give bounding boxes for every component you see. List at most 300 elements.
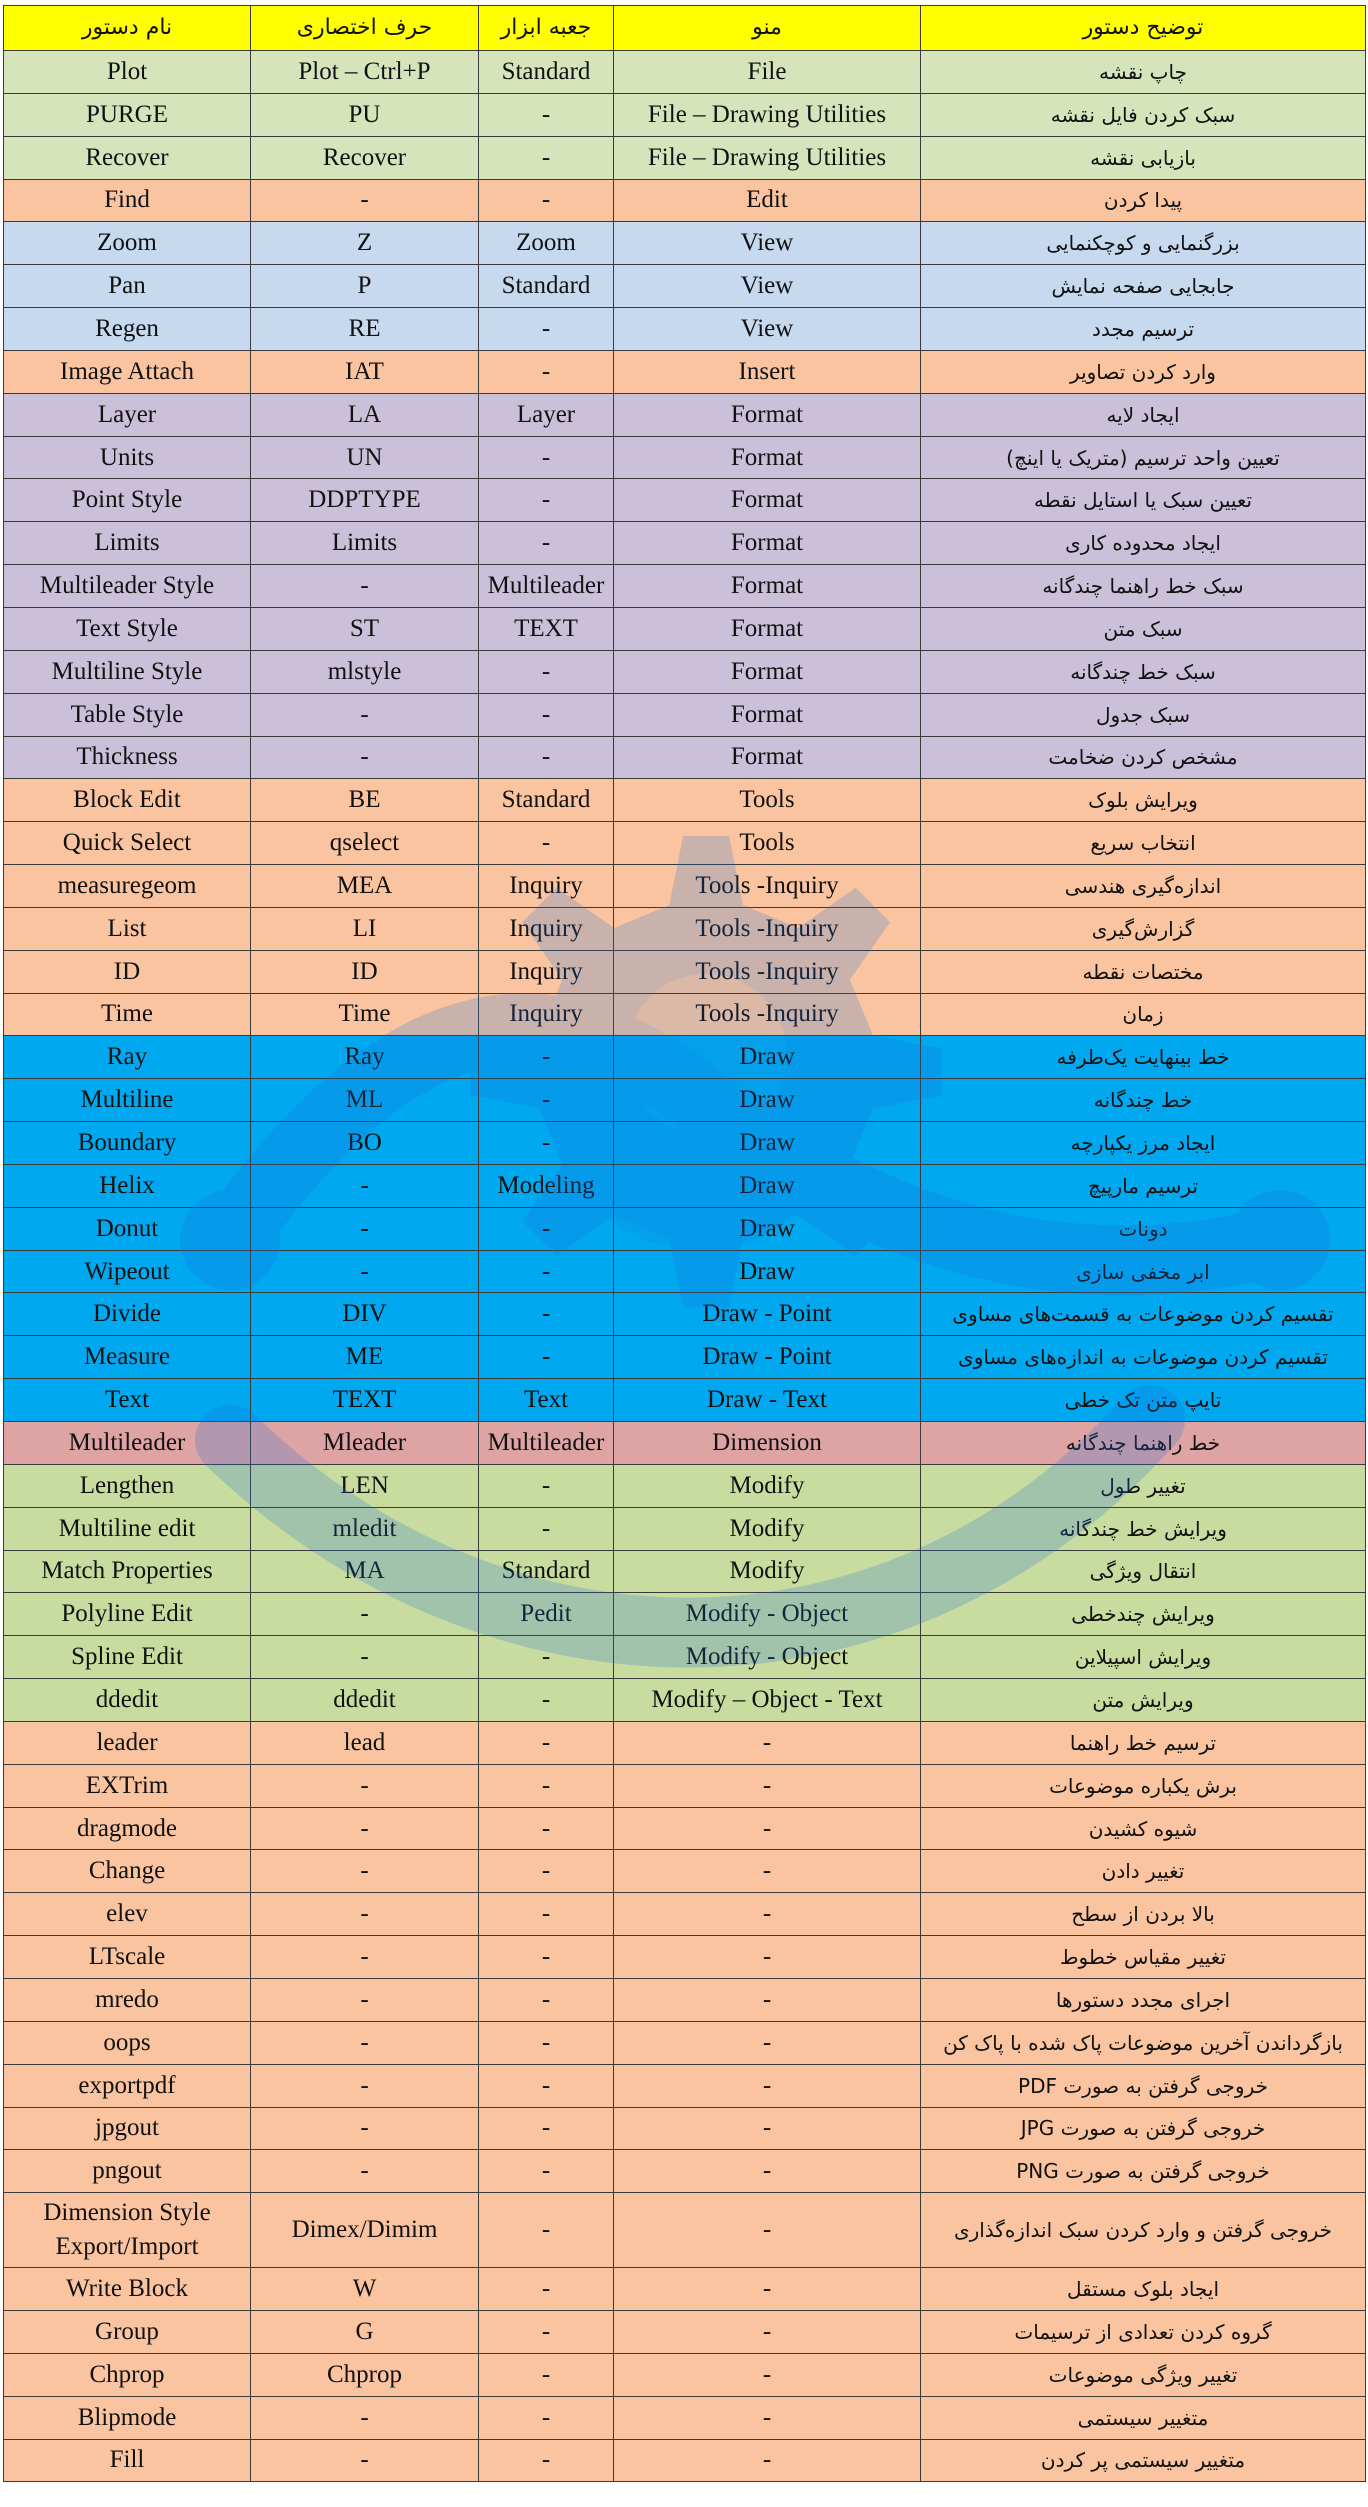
cell-description: ایجاد لایه xyxy=(921,393,1366,436)
cell-toolbar: - xyxy=(479,2193,614,2268)
cell-toolbar: - xyxy=(479,522,614,565)
cell-name: exportpdf xyxy=(4,2064,251,2107)
cell-menu: - xyxy=(614,2268,921,2311)
cell-name: Multileader xyxy=(4,1422,251,1465)
cell-shortcut: G xyxy=(251,2311,479,2354)
table-body xyxy=(4,51,1366,2482)
cell-description: زمان xyxy=(921,993,1366,1036)
cell-menu: - xyxy=(614,1978,921,2021)
table-row xyxy=(4,1164,1366,1207)
cell-name: jpgout xyxy=(4,2107,251,2150)
cell-menu: Tools -Inquiry xyxy=(614,865,921,908)
cell-menu: Modify – Object - Text xyxy=(614,1679,921,1722)
cell-toolbar: - xyxy=(479,1293,614,1336)
cell-name: Ray xyxy=(4,1036,251,1079)
cell-menu: View xyxy=(614,222,921,265)
cell-name: Quick Select xyxy=(4,822,251,865)
cell-description: خط راهنما چندگانه xyxy=(921,1422,1366,1465)
cell-description: وارد کردن تصاویر xyxy=(921,350,1366,393)
cell-shortcut: - xyxy=(251,2396,479,2439)
cell-description: تغییر دادن xyxy=(921,1850,1366,1893)
table-row xyxy=(4,2021,1366,2064)
cell-name: Match Properties xyxy=(4,1550,251,1593)
cell-name: Text xyxy=(4,1379,251,1422)
cell-description: تقسیم کردن موضوعات به اندازه‌های مساوی xyxy=(921,1336,1366,1379)
cell-shortcut: - xyxy=(251,1593,479,1636)
cell-description: دونات xyxy=(921,1207,1366,1250)
cell-menu: - xyxy=(614,2311,921,2354)
cell-description: خط چندگانه xyxy=(921,1079,1366,1122)
cell-menu: Draw xyxy=(614,1079,921,1122)
cell-toolbar: - xyxy=(479,1978,614,2021)
table-row xyxy=(4,2439,1366,2482)
table-row xyxy=(4,2396,1366,2439)
cell-menu: Draw xyxy=(614,1036,921,1079)
cell-name: Multileader Style xyxy=(4,565,251,608)
cell-toolbar: Inquiry xyxy=(479,865,614,908)
cell-menu: - xyxy=(614,2064,921,2107)
cell-description: سبک جدول xyxy=(921,693,1366,736)
cell-shortcut: - xyxy=(251,1207,479,1250)
cell-menu: - xyxy=(614,2107,921,2150)
cell-description: اندازه‌گیری هندسی xyxy=(921,865,1366,908)
cell-toolbar: - xyxy=(479,436,614,479)
cell-name: Layer xyxy=(4,393,251,436)
cell-toolbar: - xyxy=(479,308,614,351)
cell-menu: Tools xyxy=(614,779,921,822)
cell-menu: - xyxy=(614,1764,921,1807)
cell-menu: - xyxy=(614,1850,921,1893)
cell-description: خط بینهایت یک‌طرفه xyxy=(921,1036,1366,1079)
cell-name: PURGE xyxy=(4,93,251,136)
cell-name: Write Block xyxy=(4,2268,251,2311)
table-row xyxy=(4,1207,1366,1250)
table-row xyxy=(4,1422,1366,1465)
cell-shortcut: - xyxy=(251,1164,479,1207)
cell-shortcut: - xyxy=(251,1936,479,1979)
cell-description: سبک خط چندگانه xyxy=(921,650,1366,693)
cell-name: Lengthen xyxy=(4,1464,251,1507)
cell-menu: Format xyxy=(614,522,921,565)
cell-shortcut: PU xyxy=(251,93,479,136)
table-row xyxy=(4,993,1366,1036)
table-row xyxy=(4,265,1366,308)
cell-shortcut: - xyxy=(251,2064,479,2107)
cell-description: تعیین واحد ترسیم (متریک یا اینچ) xyxy=(921,436,1366,479)
cell-name: Image Attach xyxy=(4,350,251,393)
cell-menu: - xyxy=(614,1893,921,1936)
cell-description: سبک متن xyxy=(921,607,1366,650)
cell-name: Block Edit xyxy=(4,779,251,822)
cell-name: dragmode xyxy=(4,1807,251,1850)
cell-shortcut: ML xyxy=(251,1079,479,1122)
cell-toolbar: Layer xyxy=(479,393,614,436)
cell-description: پیدا کردن xyxy=(921,179,1366,222)
cell-name: Point Style xyxy=(4,479,251,522)
cell-menu: Dimension xyxy=(614,1422,921,1465)
cell-menu: Modify xyxy=(614,1464,921,1507)
cell-toolbar: - xyxy=(479,2150,614,2193)
cell-menu: Tools -Inquiry xyxy=(614,993,921,1036)
table-row xyxy=(4,1936,1366,1979)
table-row xyxy=(4,1036,1366,1079)
cell-toolbar: - xyxy=(479,1636,614,1679)
cell-toolbar: Standard xyxy=(479,779,614,822)
cell-description: بزرگنمایی و کوچکنمایی xyxy=(921,222,1366,265)
table-row xyxy=(4,436,1366,479)
cell-toolbar: - xyxy=(479,1721,614,1764)
cell-menu: Modify xyxy=(614,1550,921,1593)
table-row xyxy=(4,1122,1366,1165)
cell-shortcut: - xyxy=(251,1636,479,1679)
table-row xyxy=(4,1807,1366,1850)
cell-shortcut: - xyxy=(251,1978,479,2021)
cell-description: ایجاد محدوده کاری xyxy=(921,522,1366,565)
table-row xyxy=(4,1593,1366,1636)
cell-shortcut: Mleader xyxy=(251,1422,479,1465)
table-row xyxy=(4,1507,1366,1550)
table-row xyxy=(4,1764,1366,1807)
cell-toolbar: - xyxy=(479,1850,614,1893)
header-toolbar: جعبه ابزار xyxy=(479,6,614,51)
cell-description: ایجاد مرز یکپارچه xyxy=(921,1122,1366,1165)
table-row xyxy=(4,1550,1366,1593)
cell-toolbar: - xyxy=(479,1936,614,1979)
cell-shortcut: - xyxy=(251,2107,479,2150)
cell-description: ترسیم مجدد xyxy=(921,308,1366,351)
cell-toolbar: - xyxy=(479,650,614,693)
cell-name: elev xyxy=(4,1893,251,1936)
cell-description: خروجی گرفتن و وارد کردن سبک اندازه‌گذاری xyxy=(921,2193,1366,2268)
cell-description: ترسیم خط راهنما xyxy=(921,1721,1366,1764)
cell-shortcut: RE xyxy=(251,308,479,351)
cell-name: Time xyxy=(4,993,251,1036)
cell-description: تقسیم کردن موضوعات به قسمت‌های مساوی xyxy=(921,1293,1366,1336)
cell-toolbar: - xyxy=(479,1336,614,1379)
cell-toolbar: - xyxy=(479,136,614,179)
cell-toolbar: - xyxy=(479,1679,614,1722)
cell-menu: Insert xyxy=(614,350,921,393)
cell-description: متغییر سیستمی پر کردن xyxy=(921,2439,1366,2482)
cell-name: Blipmode xyxy=(4,2396,251,2439)
cell-menu: Draw xyxy=(614,1250,921,1293)
cell-shortcut: Ray xyxy=(251,1036,479,1079)
table-row xyxy=(4,1893,1366,1936)
cell-name: Table Style xyxy=(4,693,251,736)
cell-shortcut: DIV xyxy=(251,1293,479,1336)
command-table-container xyxy=(3,5,1365,2482)
header-name: نام دستور xyxy=(4,6,251,51)
cell-description: تایپ متن تک خطی xyxy=(921,1379,1366,1422)
cell-shortcut: P xyxy=(251,265,479,308)
cell-menu: Format xyxy=(614,607,921,650)
cell-name: Wipeout xyxy=(4,1250,251,1293)
cell-name: Helix xyxy=(4,1164,251,1207)
cell-menu: Draw xyxy=(614,1164,921,1207)
table-row xyxy=(4,2150,1366,2193)
table-row xyxy=(4,779,1366,822)
cell-shortcut: - xyxy=(251,1807,479,1850)
cell-description: متغییر سیستمی xyxy=(921,2396,1366,2439)
cell-menu: - xyxy=(614,2353,921,2396)
header-menu: منو xyxy=(614,6,921,51)
cell-toolbar: - xyxy=(479,1036,614,1079)
table-row xyxy=(4,2268,1366,2311)
cell-name: Spline Edit xyxy=(4,1636,251,1679)
cell-shortcut: - xyxy=(251,565,479,608)
cell-toolbar: Standard xyxy=(479,51,614,94)
cell-toolbar: Multileader xyxy=(479,1422,614,1465)
cell-name: Divide xyxy=(4,1293,251,1336)
cell-name: Pan xyxy=(4,265,251,308)
cell-shortcut: Dimex/Dimim xyxy=(251,2193,479,2268)
cell-menu: - xyxy=(614,2021,921,2064)
cell-shortcut: LEN xyxy=(251,1464,479,1507)
cell-name: Multiline xyxy=(4,1079,251,1122)
table-row xyxy=(4,136,1366,179)
table-row xyxy=(4,950,1366,993)
cell-menu: - xyxy=(614,2439,921,2482)
cell-name: Multiline Style xyxy=(4,650,251,693)
cell-toolbar: - xyxy=(479,736,614,779)
cell-menu: Draw - Point xyxy=(614,1293,921,1336)
cell-shortcut: qselect xyxy=(251,822,479,865)
cell-toolbar: Multileader xyxy=(479,565,614,608)
cell-shortcut: ID xyxy=(251,950,479,993)
cell-menu: Draw xyxy=(614,1207,921,1250)
table-row xyxy=(4,1721,1366,1764)
table-row xyxy=(4,907,1366,950)
cell-description: ویرایش خط چندگانه xyxy=(921,1507,1366,1550)
cell-toolbar: - xyxy=(479,1807,614,1850)
cell-shortcut: LI xyxy=(251,907,479,950)
cell-toolbar: - xyxy=(479,479,614,522)
cell-name: Multiline edit xyxy=(4,1507,251,1550)
table-row xyxy=(4,1679,1366,1722)
cell-description: خروجی گرفتن به صورت JPG xyxy=(921,2107,1366,2150)
cell-menu: - xyxy=(614,2396,921,2439)
cell-toolbar: - xyxy=(479,1250,614,1293)
cell-name: Dimension Style Export/Import xyxy=(4,2193,251,2268)
cell-name: Zoom xyxy=(4,222,251,265)
cell-description: خروجی گرفتن به صورت PDF xyxy=(921,2064,1366,2107)
table-row xyxy=(4,222,1366,265)
cell-menu: - xyxy=(614,1936,921,1979)
cell-name: LTscale xyxy=(4,1936,251,1979)
cell-name: Boundary xyxy=(4,1122,251,1165)
cell-menu: - xyxy=(614,1721,921,1764)
table-row xyxy=(4,1636,1366,1679)
cell-menu: Format xyxy=(614,393,921,436)
cell-shortcut: Z xyxy=(251,222,479,265)
cell-menu: Modify xyxy=(614,1507,921,1550)
cell-toolbar: Inquiry xyxy=(479,993,614,1036)
cell-menu: Modify - Object xyxy=(614,1593,921,1636)
cell-menu: Modify - Object xyxy=(614,1636,921,1679)
cell-menu: Format xyxy=(614,479,921,522)
cell-menu: Tools xyxy=(614,822,921,865)
cell-toolbar: Inquiry xyxy=(479,950,614,993)
cell-menu: View xyxy=(614,265,921,308)
cell-name: Regen xyxy=(4,308,251,351)
cell-description: انتخاب سریع xyxy=(921,822,1366,865)
table-row xyxy=(4,93,1366,136)
cell-shortcut: MEA xyxy=(251,865,479,908)
table-row xyxy=(4,51,1366,94)
table-row xyxy=(4,1079,1366,1122)
cell-shortcut: Recover xyxy=(251,136,479,179)
cell-description: ویرایش چندخطی xyxy=(921,1593,1366,1636)
cell-shortcut: TEXT xyxy=(251,1379,479,1422)
cell-description: بازیابی نقشه xyxy=(921,136,1366,179)
cell-description: ترسیم مارپیچ xyxy=(921,1164,1366,1207)
cell-description: بالا بردن از سطح xyxy=(921,1893,1366,1936)
cell-name: Find xyxy=(4,179,251,222)
table-row xyxy=(4,736,1366,779)
cell-description: ویرایش اسپیلاین xyxy=(921,1636,1366,1679)
cell-name: Text Style xyxy=(4,607,251,650)
cell-menu: Draw xyxy=(614,1122,921,1165)
table-row xyxy=(4,1464,1366,1507)
table-row xyxy=(4,350,1366,393)
cell-shortcut: Chprop xyxy=(251,2353,479,2396)
cell-toolbar: - xyxy=(479,2107,614,2150)
table-row xyxy=(4,2107,1366,2150)
cell-toolbar: - xyxy=(479,822,614,865)
cell-menu: - xyxy=(614,1807,921,1850)
cell-description: اجرای مجدد دستورها xyxy=(921,1978,1366,2021)
cell-description: بازگرداندن آخرین موضوعات پاک شده با پاک کن xyxy=(921,2021,1366,2064)
table-row xyxy=(4,1978,1366,2021)
cell-menu: File xyxy=(614,51,921,94)
table-row xyxy=(4,693,1366,736)
cell-description: گزارش‌گیری xyxy=(921,907,1366,950)
cell-toolbar: Inquiry xyxy=(479,907,614,950)
cell-menu: View xyxy=(614,308,921,351)
table-row xyxy=(4,179,1366,222)
cell-toolbar: Text xyxy=(479,1379,614,1422)
cell-shortcut: BO xyxy=(251,1122,479,1165)
cell-name: mredo xyxy=(4,1978,251,2021)
cell-menu: Format xyxy=(614,736,921,779)
cell-description: ایجاد بلوک مستقل xyxy=(921,2268,1366,2311)
cell-name: leader xyxy=(4,1721,251,1764)
cell-name: Group xyxy=(4,2311,251,2354)
cell-shortcut: UN xyxy=(251,436,479,479)
cell-menu: File – Drawing Utilities xyxy=(614,93,921,136)
cell-toolbar: - xyxy=(479,2396,614,2439)
table-header-row xyxy=(4,6,1366,51)
cell-description: ابر مخفی سازی xyxy=(921,1250,1366,1293)
cell-shortcut: ME xyxy=(251,1336,479,1379)
table-row xyxy=(4,2311,1366,2354)
cell-toolbar: - xyxy=(479,1764,614,1807)
cell-menu: Draw - Text xyxy=(614,1379,921,1422)
header-shortcut: حرف اختصاری xyxy=(251,6,479,51)
cell-name: Units xyxy=(4,436,251,479)
table-row xyxy=(4,479,1366,522)
table-row xyxy=(4,308,1366,351)
cell-shortcut: - xyxy=(251,1250,479,1293)
cell-description: تغییر مقیاس خطوط xyxy=(921,1936,1366,1979)
cell-name: Plot xyxy=(4,51,251,94)
cell-toolbar: - xyxy=(479,693,614,736)
cell-name: Donut xyxy=(4,1207,251,1250)
cell-description: تغییر ویژگی موضوعات xyxy=(921,2353,1366,2396)
table-row xyxy=(4,865,1366,908)
cell-name: Limits xyxy=(4,522,251,565)
cell-shortcut: - xyxy=(251,1893,479,1936)
cell-description: برش یکباره موضوعات xyxy=(921,1764,1366,1807)
cell-shortcut: Limits xyxy=(251,522,479,565)
cell-shortcut: LA xyxy=(251,393,479,436)
cell-description: جابجایی صفحه نمایش xyxy=(921,265,1366,308)
cell-toolbar: - xyxy=(479,350,614,393)
cell-toolbar: Standard xyxy=(479,1550,614,1593)
table-row xyxy=(4,522,1366,565)
cell-menu: Draw - Point xyxy=(614,1336,921,1379)
cell-menu: Format xyxy=(614,436,921,479)
table-row xyxy=(4,650,1366,693)
cell-shortcut: ST xyxy=(251,607,479,650)
cell-toolbar: - xyxy=(479,1893,614,1936)
cell-name: Thickness xyxy=(4,736,251,779)
cell-name: ddedit xyxy=(4,1679,251,1722)
cell-shortcut: - xyxy=(251,1850,479,1893)
cell-toolbar: - xyxy=(479,1464,614,1507)
cell-shortcut: lead xyxy=(251,1721,479,1764)
table-row xyxy=(4,393,1366,436)
cell-name: List xyxy=(4,907,251,950)
cell-name: measuregeom xyxy=(4,865,251,908)
cell-toolbar: - xyxy=(479,2064,614,2107)
table-row xyxy=(4,2353,1366,2396)
cell-menu: Format xyxy=(614,565,921,608)
cell-menu: Tools -Inquiry xyxy=(614,907,921,950)
table-row xyxy=(4,1850,1366,1893)
cell-shortcut: - xyxy=(251,736,479,779)
cell-shortcut: - xyxy=(251,693,479,736)
cell-shortcut: Time xyxy=(251,993,479,1036)
table-row xyxy=(4,1336,1366,1379)
cell-description: ویرایش بلوک xyxy=(921,779,1366,822)
table-row xyxy=(4,607,1366,650)
cell-menu: Format xyxy=(614,693,921,736)
cell-shortcut: MA xyxy=(251,1550,479,1593)
cell-toolbar: - xyxy=(479,2021,614,2064)
cell-menu: Edit xyxy=(614,179,921,222)
cell-menu: File – Drawing Utilities xyxy=(614,136,921,179)
cell-shortcut: W xyxy=(251,2268,479,2311)
cell-menu: Format xyxy=(614,650,921,693)
cell-toolbar: Zoom xyxy=(479,222,614,265)
cell-name: ID xyxy=(4,950,251,993)
table-row xyxy=(4,1293,1366,1336)
table-row xyxy=(4,822,1366,865)
cell-toolbar: - xyxy=(479,2353,614,2396)
cell-shortcut: Plot – Ctrl+P xyxy=(251,51,479,94)
cell-name: Polyline Edit xyxy=(4,1593,251,1636)
cell-shortcut: ddedit xyxy=(251,1679,479,1722)
cell-toolbar: Pedit xyxy=(479,1593,614,1636)
cell-toolbar: TEXT xyxy=(479,607,614,650)
cell-shortcut: DDPTYPE xyxy=(251,479,479,522)
cell-toolbar: - xyxy=(479,2311,614,2354)
cell-toolbar: Standard xyxy=(479,265,614,308)
cell-shortcut: - xyxy=(251,179,479,222)
cell-shortcut: - xyxy=(251,2021,479,2064)
cell-description: مختصات نقطه xyxy=(921,950,1366,993)
